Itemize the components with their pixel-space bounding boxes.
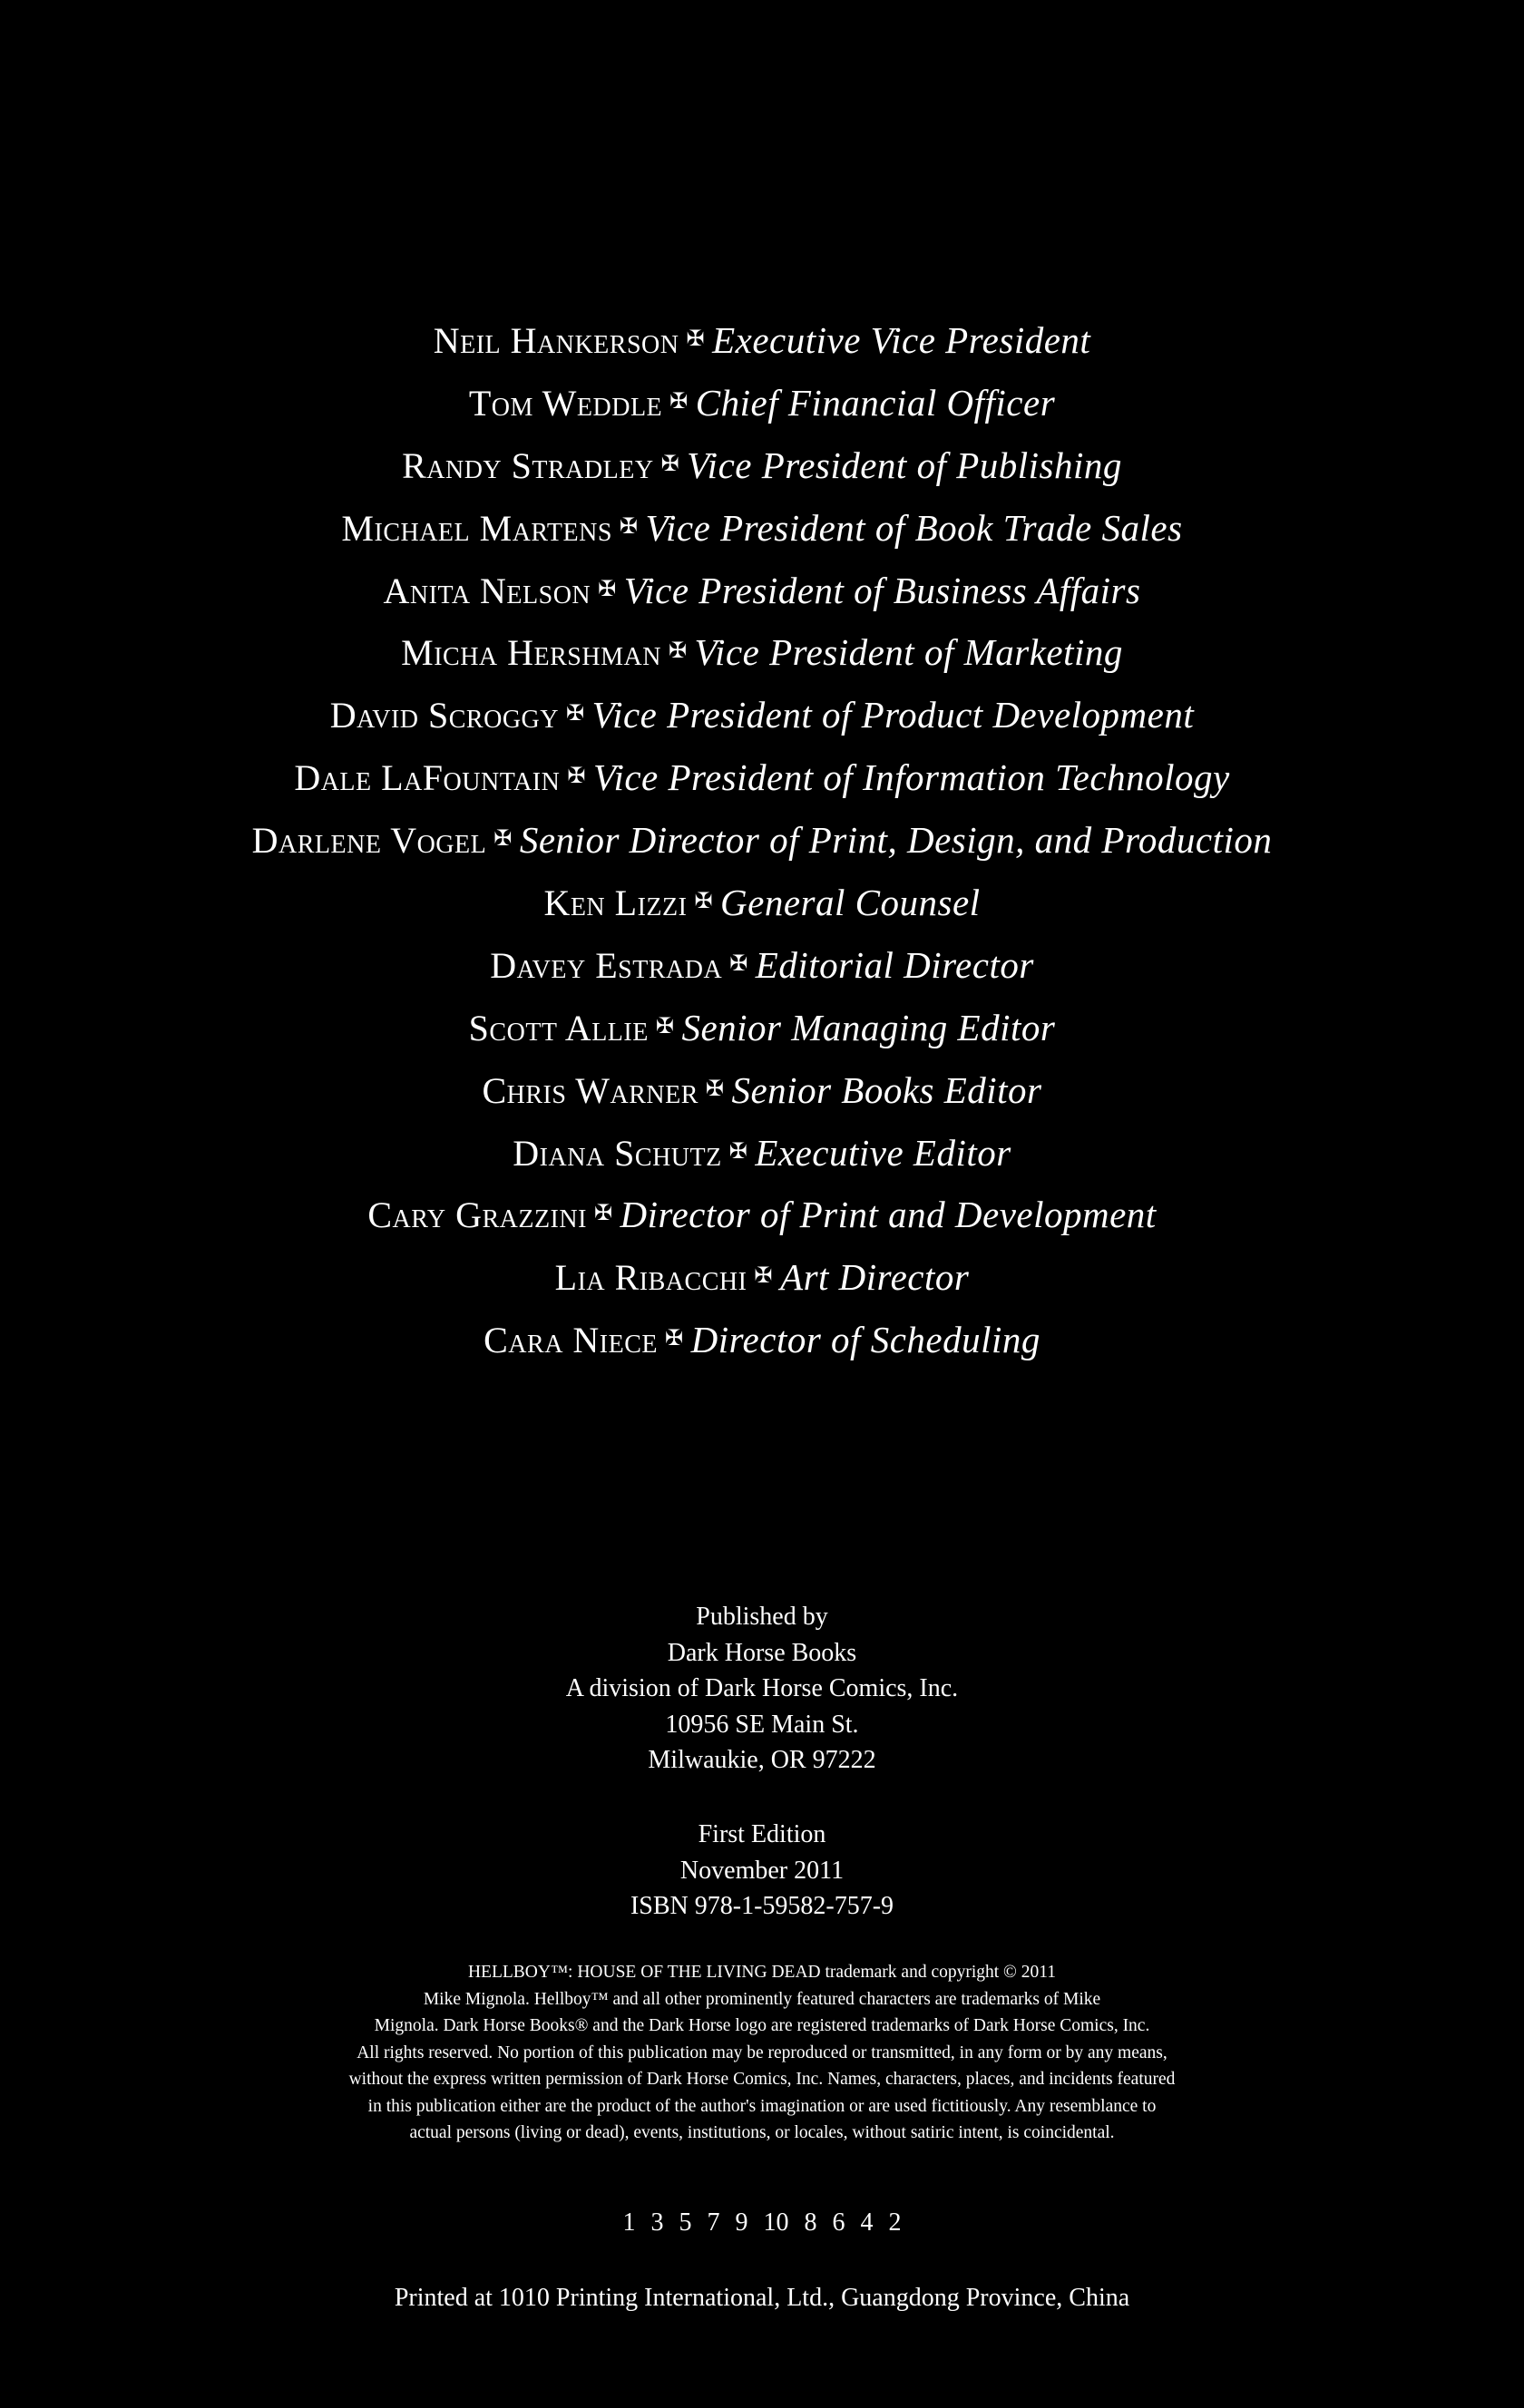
- cross-icon: ✠: [493, 827, 513, 852]
- publisher-street: 10956 SE Main St.: [665, 1710, 859, 1739]
- publisher-city: Milwaukie, OR 97222: [648, 1746, 876, 1774]
- cross-icon: ✠: [705, 1077, 725, 1101]
- staff-name: Cara Niece: [484, 1320, 659, 1361]
- staff-role: Senior Director of Print, Design, and Production: [519, 819, 1273, 862]
- staff-row: [0, 683, 1524, 746]
- staff-row: [0, 559, 1524, 621]
- staff-role: Vice President of Publishing: [687, 444, 1122, 486]
- staff-row: [0, 808, 1524, 871]
- staff-name: Scott Allie: [468, 1007, 649, 1048]
- printing-number-line: 1 3 5 7 9 10 8 6 4 2: [622, 2208, 902, 2237]
- staff-role: General Counsel: [720, 882, 981, 924]
- legal-line: in this publication either are the product of the author's imagination or are used fictitiously. Any resemblance to: [367, 2096, 1157, 2116]
- staff-row: [0, 496, 1524, 559]
- staff-row: [0, 1308, 1524, 1370]
- staff-row: [0, 996, 1524, 1058]
- staff-name: Lia Ribacchi: [554, 1257, 747, 1299]
- staff-role: Vice President of Marketing: [694, 631, 1123, 674]
- staff-name: Randy Stradley: [402, 444, 654, 486]
- staff-role: Vice President of Information Technology: [592, 756, 1230, 799]
- staff-role: Director of Scheduling: [690, 1319, 1040, 1361]
- staff-row: [0, 1183, 1524, 1245]
- cross-icon: ✠: [669, 389, 689, 414]
- staff-name: Dale LaFountain: [294, 757, 561, 799]
- cross-icon: ✠: [567, 765, 586, 789]
- staff-name: Davey Estrada: [490, 944, 723, 986]
- staff-name: Chris Warner: [482, 1069, 698, 1111]
- legal-line: HELLBOY™: HOUSE OF THE LIVING DEAD trademark and copyright © 2011: [467, 1963, 1057, 1982]
- cross-icon: ✠: [565, 702, 585, 726]
- cross-icon: ✠: [729, 951, 748, 976]
- edition-label: First Edition: [698, 1820, 826, 1848]
- staff-name: Michael Martens: [341, 507, 612, 549]
- publisher-line: Published by: [696, 1603, 828, 1631]
- cross-icon: ✠: [728, 1139, 748, 1164]
- staff-row: [0, 434, 1524, 496]
- staff-name: Diana Schutz: [513, 1132, 722, 1174]
- cross-icon: ✠: [598, 577, 617, 601]
- staff-role: Senior Managing Editor: [681, 1006, 1056, 1048]
- staff-role: Executive Vice President: [712, 319, 1091, 361]
- staff-role: Vice President of Book Trade Sales: [645, 506, 1183, 549]
- staff-row: [0, 746, 1524, 808]
- staff-name: Cary Grazzini: [367, 1194, 587, 1236]
- publisher-name: Dark Horse Books: [667, 1638, 857, 1667]
- staff-row: [0, 620, 1524, 683]
- isbn: ISBN 978-1-59582-757-9: [630, 1892, 894, 1920]
- legal-line: actual persons (living or dead), events, institutions, or locales, without satiric intent, is coincidental.: [409, 2123, 1115, 2142]
- staff-role: Vice President of Business Affairs: [623, 569, 1141, 611]
- publisher-division: A division of Dark Horse Comics, Inc.: [565, 1674, 959, 1702]
- publisher-info: [0, 1599, 1524, 1779]
- staff-row: [0, 308, 1524, 371]
- staff-role: Art Director: [780, 1256, 970, 1299]
- staff-row: [0, 871, 1524, 933]
- legal-line: Mignola. Dark Horse Books® and the Dark Horse logo are registered trademarks of Dark Horse Comics, Inc.: [374, 2016, 1150, 2035]
- staff-role: Executive Editor: [755, 1131, 1011, 1174]
- legal-line: All rights reserved. No portion of this publication may be reproduced or transmitted, in any form or by any means,: [357, 2042, 1167, 2062]
- cross-icon: ✠: [668, 639, 688, 664]
- legal-line: Mike Mignola. Hellboy™ and all other prominently featured characters are trademarks of Mike: [423, 1989, 1101, 2009]
- cross-icon: ✠: [694, 890, 714, 914]
- staff-role: Director of Print and Development: [620, 1194, 1157, 1236]
- printer-info: Printed at 1010 Printing International, Ltd., Guangdong Province, China: [394, 2284, 1130, 2312]
- cross-icon: ✠: [660, 452, 680, 476]
- staff-row: [0, 1245, 1524, 1308]
- staff-role: Senior Books Editor: [731, 1068, 1042, 1111]
- staff-name: David Scroggy: [329, 695, 559, 736]
- cross-icon: ✠: [686, 327, 706, 351]
- staff-name: Darlene Vogel: [251, 820, 487, 862]
- staff-name: Micha Hershman: [401, 632, 661, 674]
- cross-icon: ✠: [619, 514, 639, 539]
- staff-role: Vice President of Product Development: [591, 694, 1195, 736]
- staff-row: [0, 371, 1524, 434]
- staff-role: Chief Financial Officer: [695, 381, 1056, 424]
- edition-info: [0, 1817, 1524, 1925]
- staff-row: [0, 933, 1524, 996]
- staff-row: [0, 1121, 1524, 1184]
- legal-line: without the express written permission of Dark Horse Comics, Inc. Names, characters, places, and incidents featured: [348, 2070, 1176, 2089]
- staff-name: Ken Lizzi: [543, 882, 688, 924]
- staff-role: Editorial Director: [755, 943, 1034, 986]
- staff-name: Neil Hankerson: [433, 320, 679, 361]
- staff-name: Anita Nelson: [383, 570, 591, 611]
- cross-icon: ✠: [754, 1264, 774, 1289]
- legal-notice: [209, 1959, 1315, 2147]
- cross-icon: ✠: [665, 1327, 684, 1351]
- staff-name: Tom Weddle: [468, 382, 663, 424]
- staff-credits: [0, 308, 1524, 1370]
- staff-row: [0, 1058, 1524, 1121]
- cross-icon: ✠: [655, 1014, 675, 1038]
- cross-icon: ✠: [593, 1202, 613, 1226]
- edition-date: November 2011: [679, 1856, 845, 1885]
